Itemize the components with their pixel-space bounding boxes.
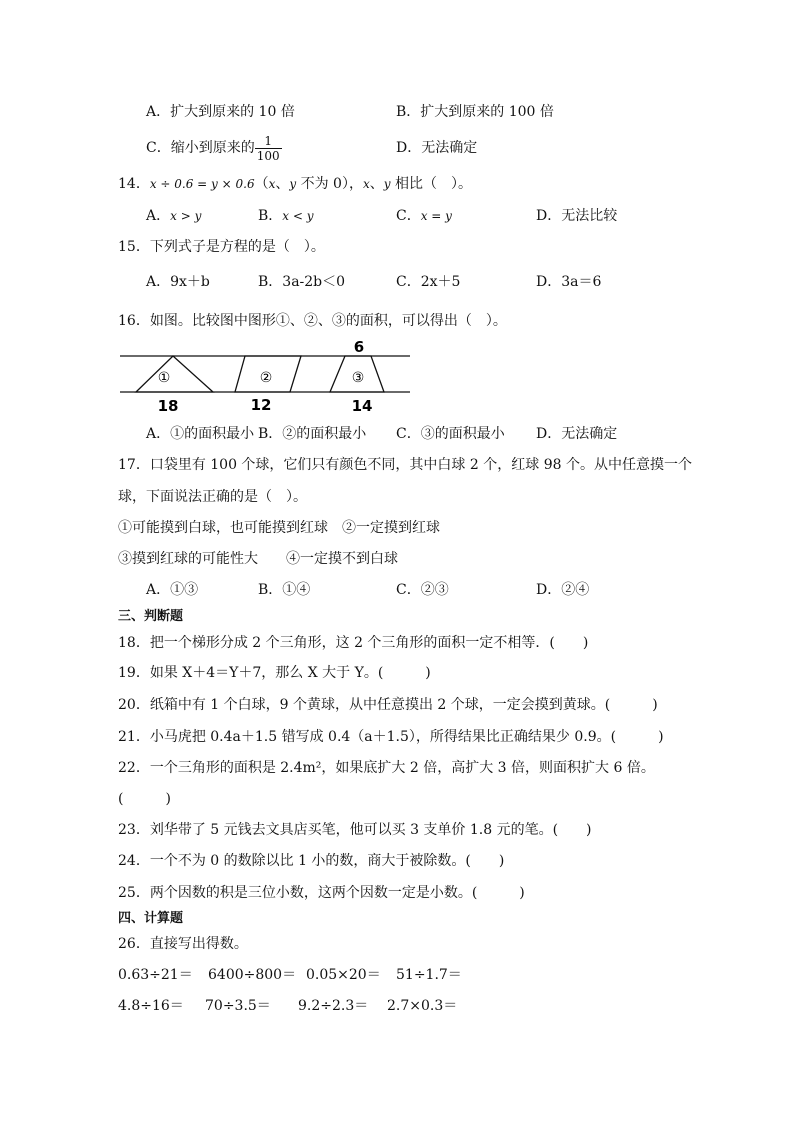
q14-var-y: y	[383, 177, 391, 191]
judgement-item: 23．刘华带了 5 元钱去文具店买笔，他可以买 3 支单价 1.8 元的笔。( )	[118, 822, 592, 838]
calc-item: 4.8÷16＝	[118, 998, 184, 1014]
judgement-item: 24．一个不为 0 的数除以比 1 小的数，商大于被除数。( )	[118, 853, 505, 869]
q14-paren: （	[254, 176, 269, 192]
section-title-judgement: 三、判断题	[118, 609, 184, 624]
base-label-2: 12	[250, 396, 272, 414]
calc-item: 9.2÷2.3＝	[298, 998, 369, 1014]
calc-item: 0.63÷21＝	[118, 967, 193, 983]
figure-top-label: 6	[353, 338, 365, 356]
q14-condition: 不为 0），	[296, 176, 363, 192]
option-label: B．	[258, 208, 283, 224]
shape-3-label: ③	[351, 370, 365, 386]
q14-option-d: D．无法比较	[536, 208, 618, 224]
q16-figure	[118, 336, 418, 416]
fraction-numerator: 1	[255, 134, 282, 149]
q26-title: 26．直接写出得数。	[118, 936, 248, 952]
calc-item: 0.05×20＝	[306, 967, 381, 983]
q17-option-a: A．①③	[146, 582, 199, 598]
q13-option-a: A．扩大到原来的 10 倍	[146, 104, 295, 120]
q16-option-d: D．无法确定	[536, 426, 618, 442]
calc-item: 51÷1.7＝	[396, 967, 462, 983]
option-label: A．	[146, 208, 171, 224]
q17-question-line-2: 球，下面说法正确的是（ ）。	[118, 489, 307, 505]
q16-question: 16．如图。比较图中图形①、②、③的面积，可以得出（ ）。	[118, 313, 507, 329]
q15-option-d: D．3a＝6	[536, 274, 602, 290]
base-label-3: 14	[351, 397, 373, 415]
judgement-item: 25．两个因数的积是三位小数，这两个因数一定是小数。( )	[118, 885, 525, 901]
judgement-answer-blank: ( )	[118, 791, 171, 807]
q15-option-c: C．2x＋5	[396, 274, 461, 290]
calc-item: 70÷3.5＝	[205, 998, 271, 1014]
q14-var-x: x	[362, 177, 370, 191]
section-title-calculation: 四、计算题	[118, 911, 184, 926]
q16-option-b: B．②的面积最小	[258, 426, 367, 442]
fraction-denominator: 100	[256, 148, 280, 163]
q14-question	[118, 175, 472, 193]
q16-option-a: A．①的面积最小	[146, 426, 255, 442]
judgement-item: 18．把一个梯形分成 2 个三角形，这 2 个三角形的面积一定不相等．( )	[118, 635, 589, 651]
q13-fraction	[255, 134, 282, 163]
q14-tail: 相比（ ）。	[390, 176, 472, 192]
shape-1-triangle	[136, 356, 213, 392]
q14-option-c	[396, 207, 452, 225]
q15-option-b: B．3a-2b＜0	[258, 274, 346, 290]
judgement-item: 20．纸箱中有 1 个白球，9 个黄球，从中任意摸出 2 个球，一定会摸到黄球。( )	[118, 697, 658, 713]
q14-var-x: x	[268, 177, 276, 191]
q17-statements-1: ①可能摸到白球，也可能摸到红球 ②一定摸到红球	[118, 520, 440, 536]
option-math: x < y	[282, 209, 314, 223]
q14-option-a	[146, 207, 201, 225]
q14-sep: 、	[369, 176, 384, 192]
q14-number: 14．	[118, 176, 150, 192]
q17-statements-2: ③摸到红球的可能性大 ④一定摸不到白球	[118, 551, 398, 567]
q15-question: 15．下列式子是方程的是（ ）。	[118, 239, 325, 255]
q13-option-c	[146, 133, 282, 163]
calc-item: 6400÷800＝	[208, 967, 297, 983]
q13-option-c-text: C．缩小到原来的	[146, 140, 255, 156]
option-math: x = y	[420, 209, 452, 223]
q17-option-d: D．②④	[536, 582, 590, 598]
q13-option-d: D．无法确定	[396, 140, 478, 156]
q14-sep: 、	[275, 176, 290, 192]
q17-question-line-1: 17．口袋里有 100 个球，它们只有颜色不同，其中白球 2 个，红球 98 个。从中任意摸一个	[118, 457, 692, 473]
judgement-item: 19．如果 X＋4＝Y＋7，那么 X 大于 Y。( )	[118, 665, 431, 681]
q14-var-y: y	[289, 177, 297, 191]
judgement-item: 22．一个三角形的面积是 2.4m²，如果底扩大 2 倍，高扩大 3 倍，则面积扩大 6 倍。	[118, 760, 655, 776]
option-math: x > y	[170, 209, 202, 223]
judgement-item: 21．小马虎把 0.4a＋1.5 错写成 0.4（a＋1.5），所得结果比正确结果少 0.9。( )	[118, 729, 664, 745]
shape-1-label: ①	[157, 370, 171, 386]
q13-option-b: B．扩大到原来的 100 倍	[396, 104, 554, 120]
q14-expression: x ÷ 0.6 = y × 0.6	[149, 177, 255, 191]
q16-option-c: C．③的面积最小	[396, 426, 505, 442]
q17-option-b: B．①④	[258, 582, 311, 598]
calc-item: 2.7×0.3＝	[387, 998, 458, 1014]
q14-option-b	[258, 207, 314, 225]
base-label-1: 18	[157, 397, 179, 415]
option-label: C．	[396, 208, 421, 224]
q17-option-c: C．②③	[396, 582, 449, 598]
q15-option-a: A．9x＋b	[146, 274, 210, 290]
shape-2-label: ②	[259, 370, 273, 386]
